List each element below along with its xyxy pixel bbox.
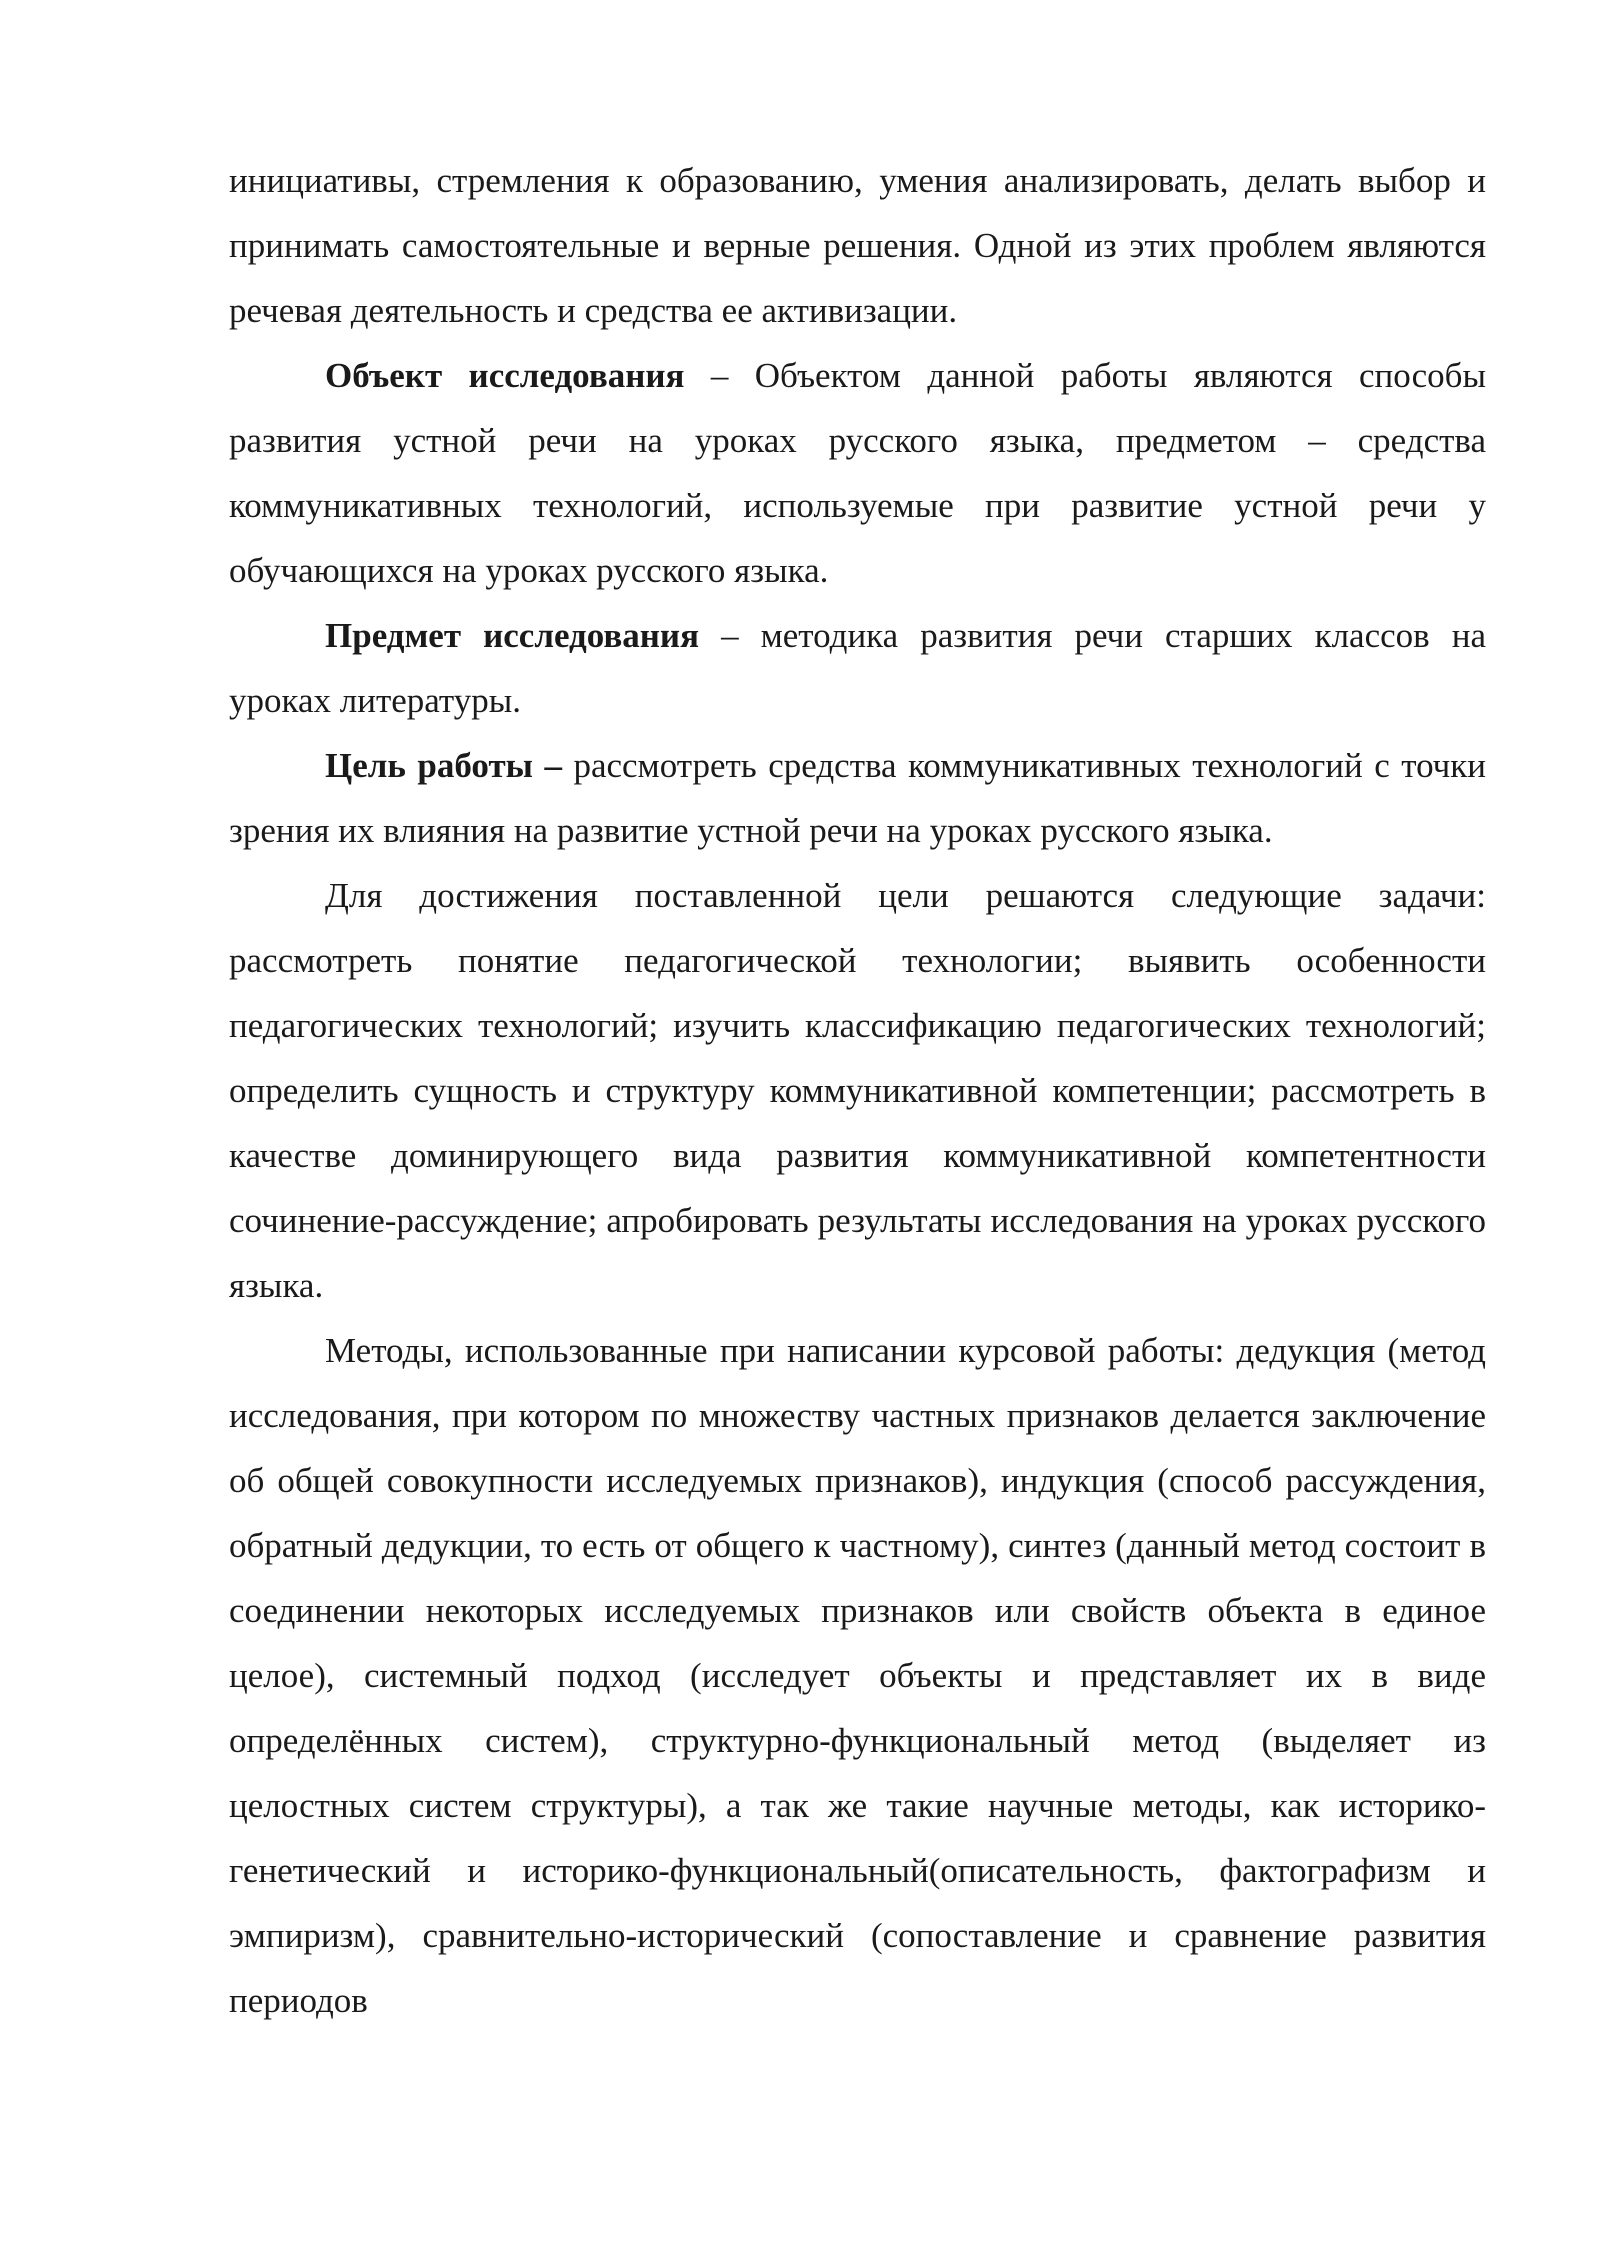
paragraph-research-subject bbox=[229, 603, 1486, 733]
paragraph-continuation: инициативы, стремления к образованию, умения анализировать, делать выбор и принимать самостоятельные и верные решения. Одной из этих проблем являются речевая деятельность и средства ее активизации. bbox=[229, 161, 1486, 330]
research-subject-text: – методика развития речи старших классов на уроках литературы. bbox=[229, 616, 1486, 720]
document-body bbox=[229, 148, 1486, 2033]
term-research-subject: Предмет исследования bbox=[325, 616, 700, 655]
paragraph-methods: Методы, использованные при написании курсовой работы: дедукция (метод исследования, при котором по множеству частных признаков делается заключение об общей совокупности исследуемых признаков), индукция (способ рассуждения, обратный дедукции, то есть от общего к частному), синтез (данный метод состоит в соединении некоторых исследуемых признаков или свойств объекта в единое целое), системный подход (исследует объекты и представляет их в виде определённых систем), структурно-функциональный метод (выделяет из целостных систем структуры), а так же такие научные методы, как историко-генетический и историко-функциональный(описательность, фактографизм и эмпиризм), сравнительно-исторический (сопоставление и сравнение развития периодов bbox=[229, 1331, 1486, 2020]
research-object-text: – Объектом данной работы являются способы развития устной речи на уроках русского языка, предметом – средства коммуникативных технологий, используемые при развитие устной речи у обучающихся на уроках русского языка. bbox=[229, 356, 1486, 590]
paragraph-work-goal bbox=[229, 733, 1486, 863]
term-research-object: Объект исследования bbox=[325, 356, 685, 395]
work-goal-text: рассмотреть средства коммуникативных технологий с точки зрения их влияния на развитие устной речи на уроках русского языка. bbox=[229, 746, 1486, 850]
term-work-goal: Цель работы – bbox=[325, 746, 562, 785]
paragraph-research-object bbox=[229, 343, 1486, 603]
paragraph-tasks: Для достижения поставленной цели решаются следующие задачи: рассмотреть понятие педагогической технологии; выявить особенности педагогических технологий; изучить классификацию педагогических технологий; определить сущность и структуру коммуникативной компетенции; рассмотреть в качестве доминирующего вида развития коммуникативной компетентности сочинение-рассуждение; апробировать результаты исследования на уроках русского языка. bbox=[229, 876, 1486, 1305]
